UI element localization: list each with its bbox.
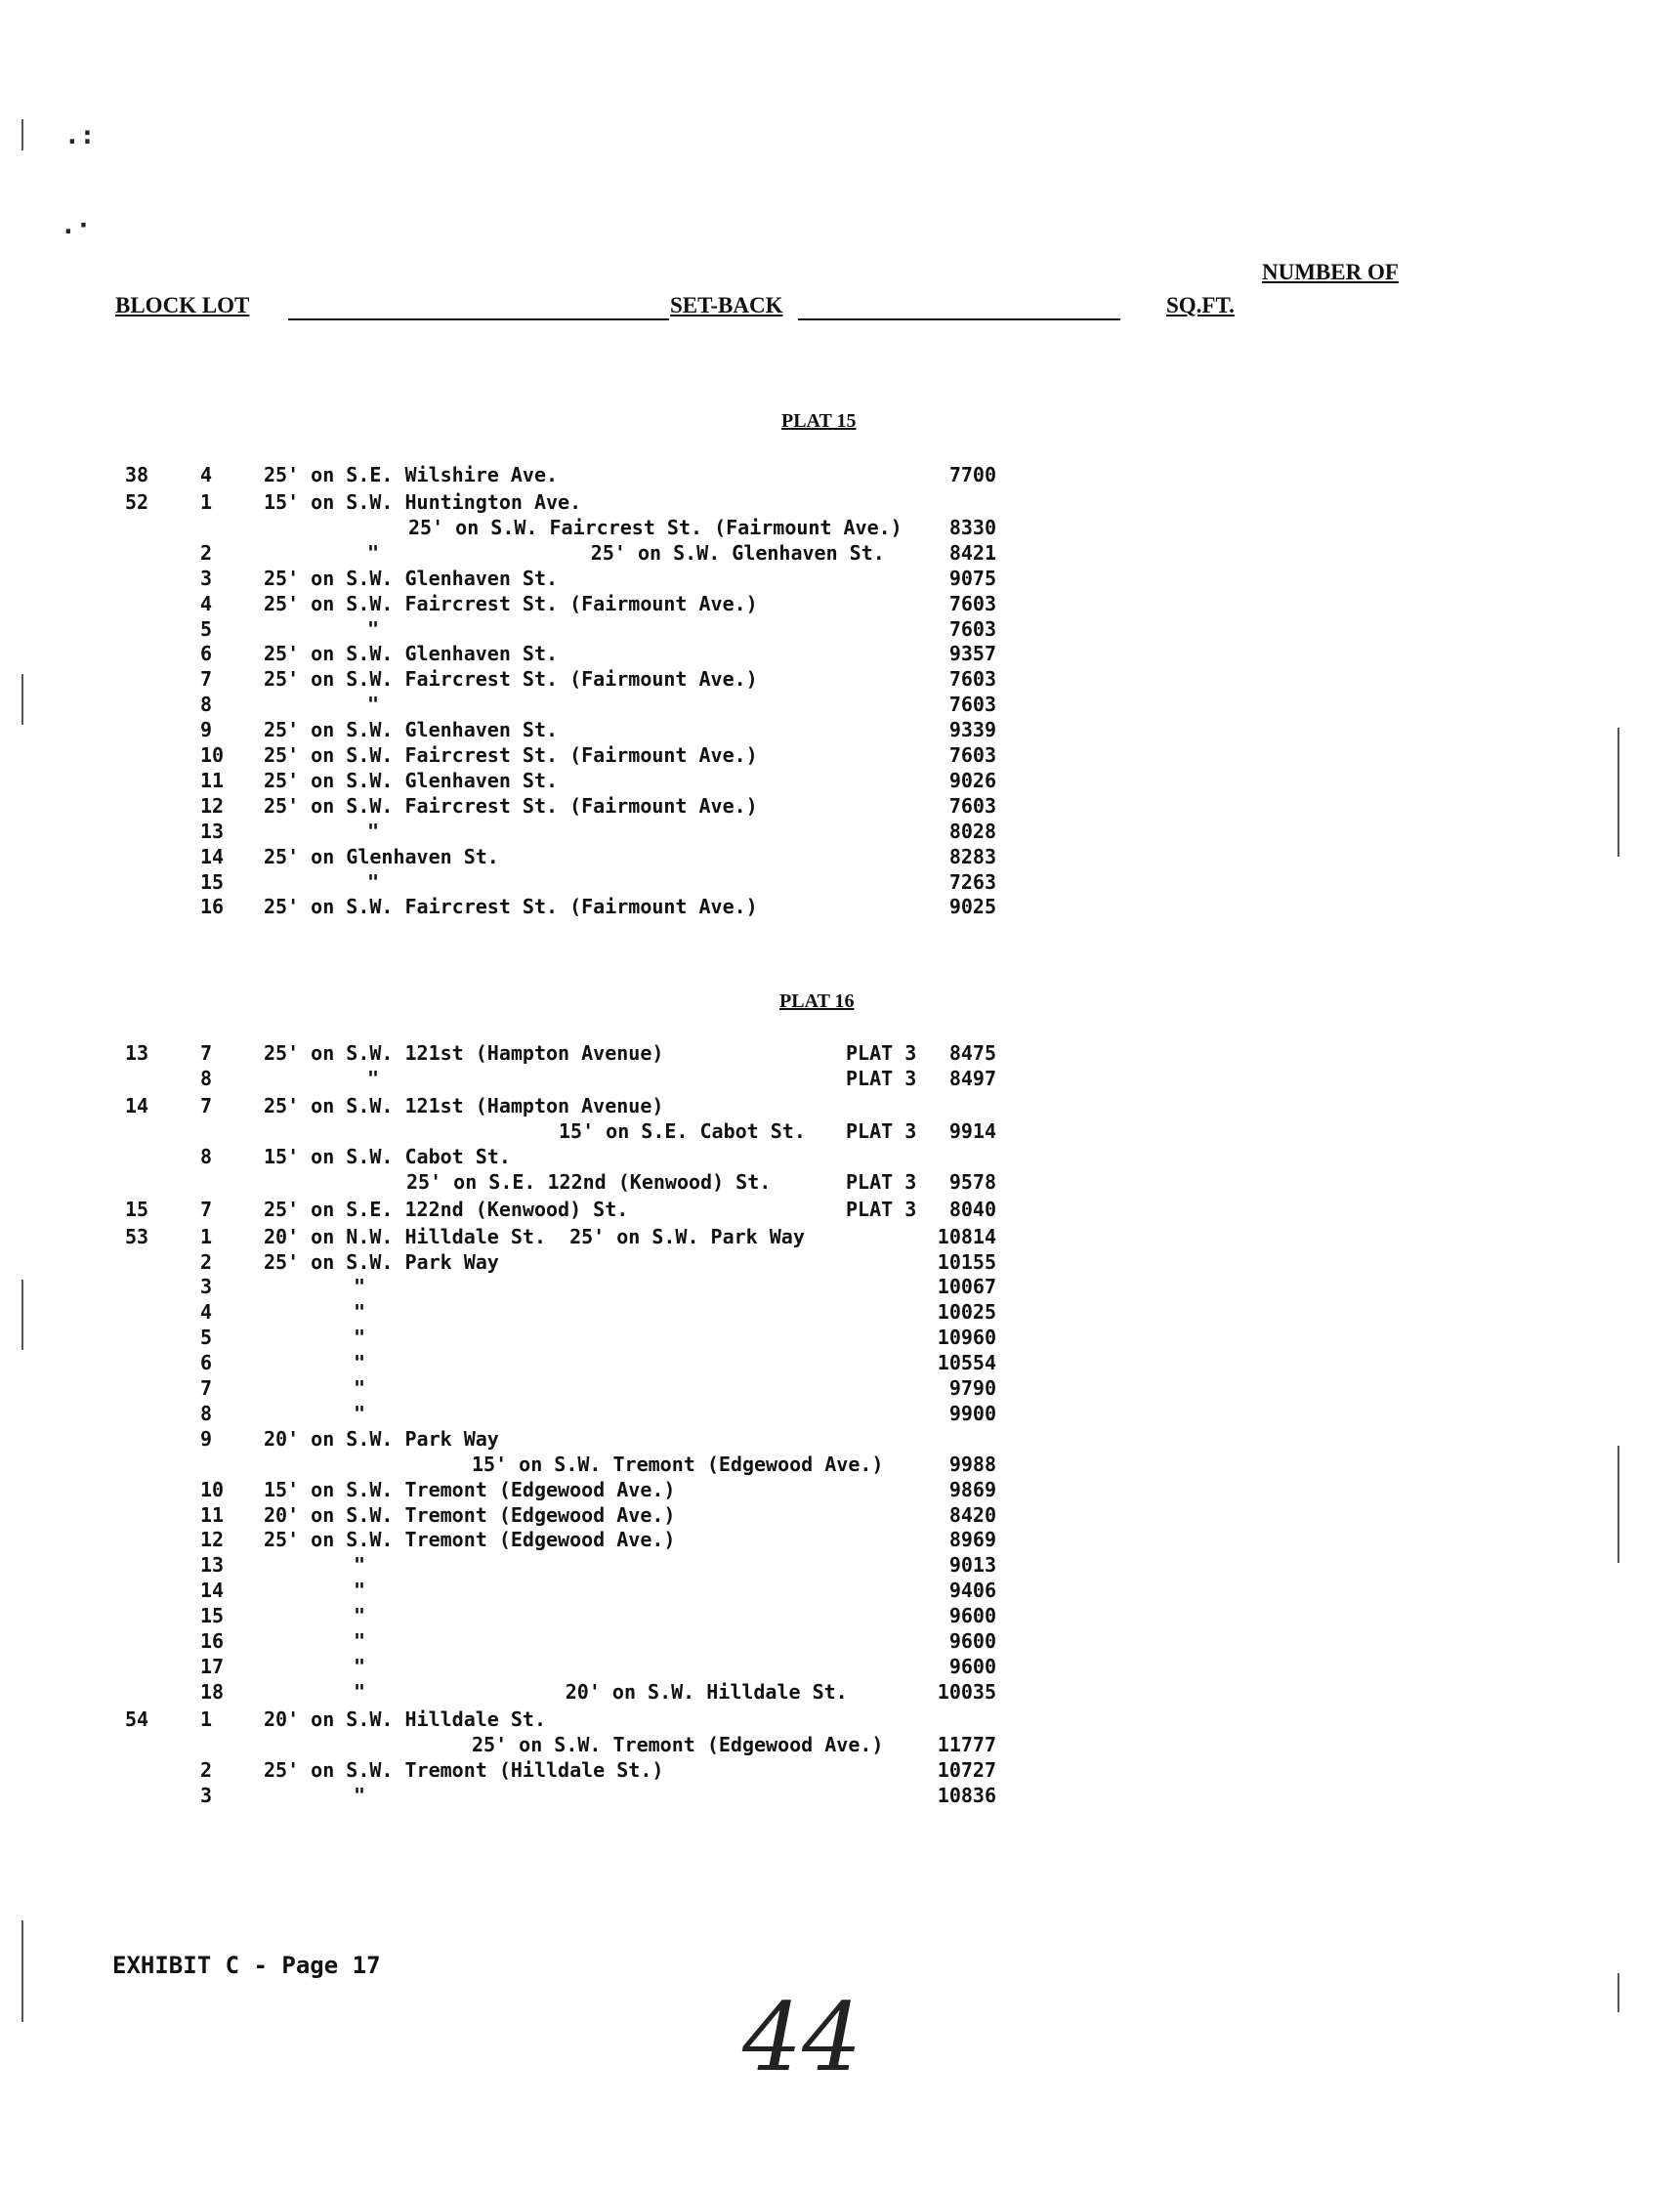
table-row [0,1427,1680,1453]
scan-mark-top-left: .: [64,121,96,150]
setback-text: 15' on S.W. Cabot St. [264,1144,511,1168]
plat-reference: PLAT 3 [846,1197,917,1221]
table-row [0,490,1680,516]
lot-number: 6 [200,642,213,666]
square-feet: 9013 [948,1553,996,1578]
setback-continuation: 15' on S.E. Cabot St. [559,1118,806,1143]
setback-text: " 25' on S.W. Glenhaven St. [367,540,885,565]
table-row [0,1145,1680,1170]
setback-text: " [354,1654,366,1678]
lot-number: 3 [200,1275,213,1299]
lot-number: 10 [200,1477,225,1501]
table-row [0,693,1680,718]
square-feet: 8497 [948,1066,996,1090]
lot-number: 7 [200,1041,213,1065]
square-feet: 10067 [937,1275,996,1299]
lot-number: 1 [200,490,213,514]
setback-text: " [354,1579,366,1603]
lot-number: 18 [200,1679,225,1704]
block-number: 14 [125,1093,149,1117]
table-row [0,1553,1680,1579]
table-row [0,1579,1680,1604]
table-row [0,895,1680,920]
table-row [0,794,1680,820]
plat-heading: PLAT 15 [781,410,857,432]
lot-number: 10 [200,743,225,767]
setback-continuation: 15' on S.W. Tremont (Edgewood Ave.) [472,1452,884,1476]
table-row [0,1707,1680,1733]
lot-number: 1 [200,1706,213,1731]
table-row [0,1300,1680,1326]
square-feet: 8420 [948,1502,996,1527]
table-row [0,541,1680,567]
table-row [0,516,1680,541]
table-row [0,667,1680,693]
table-row [0,1733,1680,1758]
setback-text: 25' on S.E. Wilshire Ave. [264,463,559,486]
setback-text: 20' on S.W. Park Way [264,1426,499,1451]
table-row [0,1326,1680,1351]
lot-number: 16 [200,1629,225,1653]
lot-number: 8 [200,1144,213,1168]
square-feet: 9025 [948,895,996,919]
setback-text: 25' on S.E. 122nd (Kenwood) St. [264,1197,629,1221]
table-row [0,743,1680,769]
lot-number: 13 [200,1553,225,1578]
square-feet: 9357 [948,642,996,666]
table-row [0,870,1680,896]
lot-number: 7 [200,1197,213,1221]
square-feet: 10836 [937,1783,996,1807]
header-sq-ft: SQ.FT. [1166,293,1235,317]
square-feet: 10025 [937,1300,996,1325]
lot-number: 8 [200,1066,213,1090]
setback-continuation: 25' on S.E. 122nd (Kenwood) St. [406,1169,772,1194]
lot-number: 2 [200,1249,213,1274]
table-row [0,1784,1680,1809]
setback-text: " [354,1783,366,1807]
table-row [0,1528,1680,1553]
setback-text: 25' on S.W. Faircrest St. (Fairmount Ave.) [264,591,758,615]
lot-number: 15 [200,869,225,894]
setback-text: 25' on S.W. Park Way [264,1249,499,1274]
setback-text: " [354,1300,366,1325]
plat-reference: PLAT 3 [846,1118,917,1143]
square-feet: 8040 [948,1197,996,1221]
square-feet: 10814 [937,1224,996,1248]
header-block-lot: BLOCK LOT [115,293,250,317]
square-feet: 9900 [948,1401,996,1425]
lot-number: 6 [200,1351,213,1375]
setback-text: 25' on S.W. Faircrest St. (Fairmount Ave.) [264,743,758,767]
table-row [0,1351,1680,1376]
block-number: 53 [125,1224,149,1248]
lot-number: 11 [200,1502,225,1527]
lot-number: 17 [200,1654,225,1678]
square-feet: 8330 [948,515,996,539]
setback-text: " [354,1376,366,1400]
setback-text: 25' on S.W. Faircrest St. (Fairmount Ave.) [264,667,758,692]
setback-text: 25' on S.W. Glenhaven St. [264,642,559,666]
setback-text: " [354,1604,366,1628]
table-row [0,718,1680,743]
handwritten-page-number: 44 [742,1983,862,2092]
table-row [0,1478,1680,1503]
lot-number: 5 [200,616,213,641]
square-feet: 9988 [948,1452,996,1476]
block-number: 38 [125,463,149,486]
lot-number: 7 [200,1093,213,1117]
square-feet: 9075 [948,566,996,590]
setback-text: 20' on N.W. Hilldale St. 25' on S.W. Park Way [264,1224,805,1248]
header-rule-right [798,318,1120,320]
square-feet: 10960 [937,1326,996,1350]
square-feet: 9026 [948,768,996,792]
lot-number: 5 [200,1326,213,1350]
lot-number: 4 [200,1300,213,1325]
square-feet: 10155 [937,1249,996,1274]
table-row [0,1041,1680,1067]
setback-text: 20' on S.W. Hilldale St. [264,1706,546,1731]
lot-number: 9 [200,718,213,742]
table-row [0,617,1680,643]
table-row [0,1275,1680,1300]
square-feet: 9869 [948,1477,996,1501]
setback-text: 25' on S.W. Glenhaven St. [264,718,559,742]
table-row [0,769,1680,794]
setback-text: 25' on S.W. Tremont (Hilldale St.) [264,1757,664,1782]
square-feet: 9406 [948,1579,996,1603]
lot-number: 14 [200,844,225,868]
lot-number: 1 [200,1224,213,1248]
table-row [0,1119,1680,1145]
square-feet: 11777 [937,1732,996,1756]
setback-text: " 20' on S.W. Hilldale St. [354,1679,848,1704]
square-feet: 8475 [948,1041,996,1065]
table-row [0,1503,1680,1529]
setback-text: " [354,1351,366,1375]
lot-number: 3 [200,1783,213,1807]
plat-reference: PLAT 3 [846,1169,917,1194]
table-row [0,820,1680,845]
setback-text: 15' on S.W. Huntington Ave. [264,490,582,514]
block-number: 52 [125,490,149,514]
table-row [0,1094,1680,1119]
setback-text: " [354,1629,366,1653]
lot-number: 13 [200,819,225,843]
scan-mark-top-left-2: .· [61,211,92,240]
table-row [0,1250,1680,1276]
header-set-back: SET-BACK [670,293,783,317]
setback-text: " [354,1275,366,1299]
setback-text: " [354,1401,366,1425]
setback-text: " [367,819,380,843]
table-row [0,845,1680,870]
setback-text: 25' on S.W. Faircrest St. (Fairmount Ave.) [264,895,758,919]
square-feet: 8969 [948,1528,996,1552]
square-feet: 10727 [937,1757,996,1782]
lot-number: 12 [200,1528,225,1552]
table-row [0,463,1680,488]
square-feet: 7603 [948,793,996,818]
lot-number: 7 [200,667,213,692]
table-row [0,592,1680,617]
table-row [0,1453,1680,1478]
setback-text: 25' on S.W. Glenhaven St. [264,566,559,590]
square-feet: 10554 [937,1351,996,1375]
setback-text: 25' on S.W. Faircrest St. (Fairmount Ave.) [264,793,758,818]
block-number: 15 [125,1197,149,1221]
block-number: 13 [125,1041,149,1065]
setback-text: " [367,1066,380,1090]
setback-text: 25' on Glenhaven St. [264,844,499,868]
setback-continuation: 25' on S.W. Tremont (Edgewood Ave.) [472,1732,884,1756]
table-row [0,567,1680,592]
table-row [0,1655,1680,1680]
setback-text: " [367,616,380,641]
setback-text: 25' on S.W. Tremont (Edgewood Ave.) [264,1528,676,1552]
setback-text: " [354,1553,366,1578]
setback-text: " [367,693,380,717]
setback-text: 25' on S.W. 121st (Hampton Avenue) [264,1093,664,1117]
table-row [0,642,1680,667]
square-feet: 7263 [948,869,996,894]
table-row [0,1067,1680,1092]
square-feet: 9600 [948,1654,996,1678]
setback-text: 15' on S.W. Tremont (Edgewood Ave.) [264,1477,676,1501]
table-row [0,1225,1680,1250]
header-number-of: NUMBER OF [1262,260,1399,284]
lot-number: 14 [200,1579,225,1603]
lot-number: 4 [200,463,213,486]
table-row [0,1629,1680,1655]
setback-text: " [367,869,380,894]
table-row [0,1170,1680,1196]
plat-heading: PLAT 16 [779,990,855,1012]
setback-text: " [354,1326,366,1350]
square-feet: 10035 [937,1679,996,1704]
block-number: 54 [125,1706,149,1731]
lot-number: 8 [200,693,213,717]
lot-number: 11 [200,768,225,792]
table-row [0,1402,1680,1427]
square-feet: 8283 [948,844,996,868]
lot-number: 16 [200,895,225,919]
lot-number: 2 [200,540,213,565]
lot-number: 12 [200,793,225,818]
square-feet: 8028 [948,819,996,843]
scan-edge-mark [1617,1973,1619,2012]
table-row [0,1758,1680,1784]
scan-edge-mark [21,119,23,150]
setback-continuation: 25' on S.W. Faircrest St. (Fairmount Ave.) [408,515,903,539]
square-feet: 9600 [948,1604,996,1628]
square-feet: 9339 [948,718,996,742]
lot-number: 4 [200,591,213,615]
square-feet: 9790 [948,1376,996,1400]
lot-number: 2 [200,1757,213,1782]
lot-number: 3 [200,566,213,590]
square-feet: 9578 [948,1169,996,1194]
setback-text: 25' on S.W. 121st (Hampton Avenue) [264,1041,664,1065]
square-feet: 9600 [948,1629,996,1653]
square-feet: 7603 [948,591,996,615]
square-feet: 7603 [948,667,996,692]
setback-text: 25' on S.W. Glenhaven St. [264,768,559,792]
lot-number: 7 [200,1376,213,1400]
exhibit-footer: EXHIBIT C - Page 17 [112,1952,381,1979]
setback-text: 20' on S.W. Tremont (Edgewood Ave.) [264,1502,676,1527]
lot-number: 8 [200,1401,213,1425]
square-feet: 7603 [948,616,996,641]
lot-number: 15 [200,1604,225,1628]
square-feet: 7603 [948,743,996,767]
table-row [0,1604,1680,1629]
square-feet: 9914 [948,1118,996,1143]
plat-reference: PLAT 3 [846,1066,917,1090]
square-feet: 7700 [948,463,996,486]
table-row [0,1198,1680,1223]
table-row [0,1680,1680,1706]
square-feet: 8421 [948,540,996,565]
square-feet: 7603 [948,693,996,717]
scan-edge-mark [21,1920,23,2022]
plat-reference: PLAT 3 [846,1041,917,1065]
lot-number: 9 [200,1426,213,1451]
header-rule-left [288,318,669,320]
table-row [0,1376,1680,1402]
